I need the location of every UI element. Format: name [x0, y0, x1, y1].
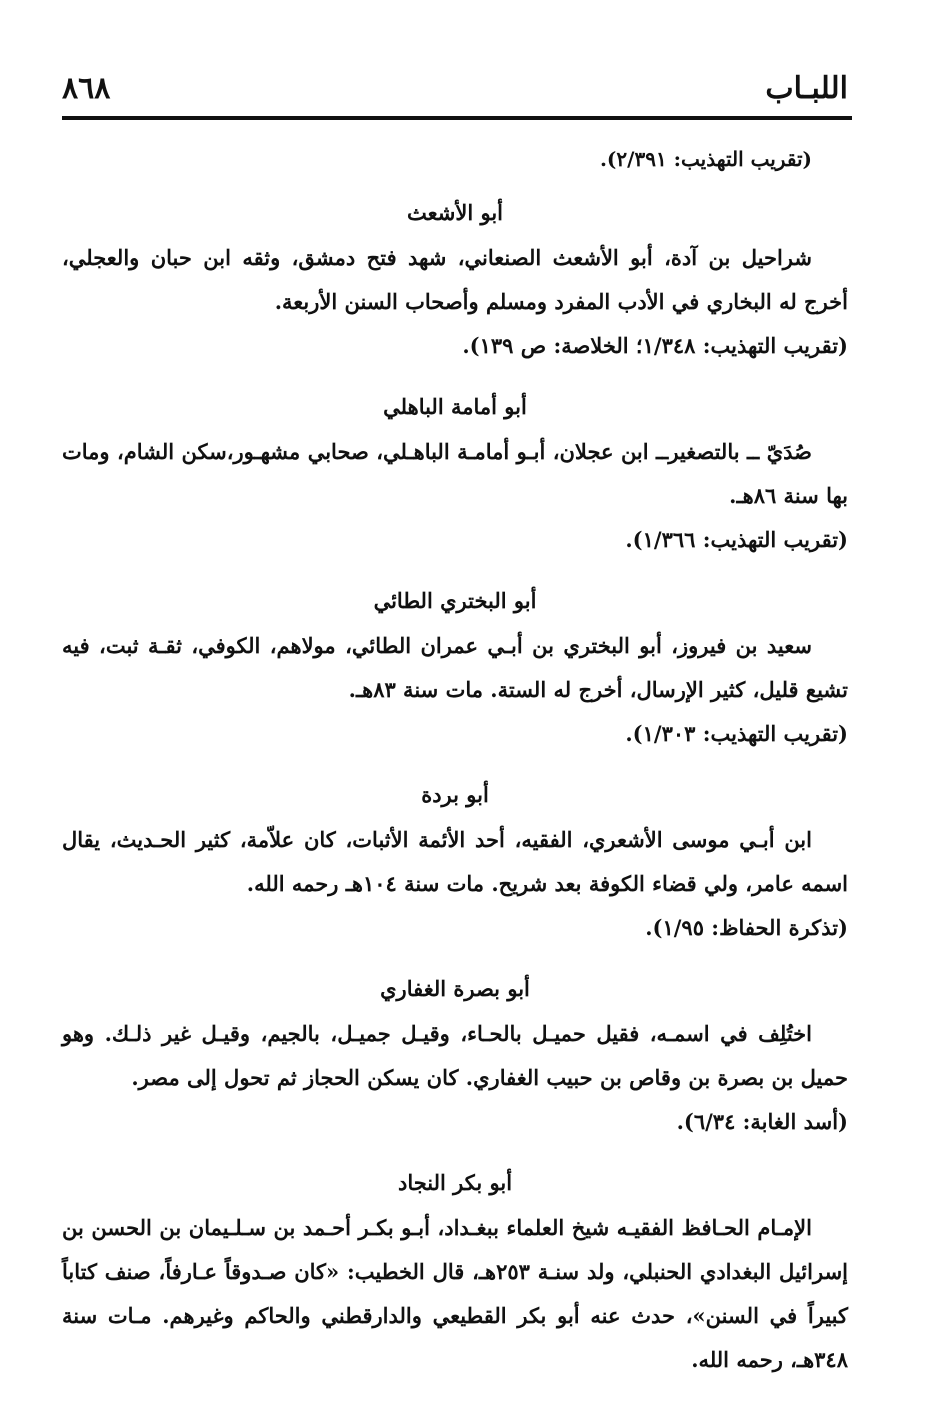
page-number: ٨٦٨ [62, 70, 111, 106]
entry-title: أبو الأشعث [407, 200, 503, 225]
entry-reference: (تقريب التهذيب: ١/٣٠٣). [625, 721, 848, 746]
entry [62, 974, 848, 1144]
entry-body: صُدَيّ ــ بالتصغيرــ ابن عجلان، أبـو أمامـة الباهـلي، صحابي مشهـور،سكن الشام، ومات بها سنة ٨٦هـ. [62, 439, 848, 508]
entry-body: ابن أبـي موسى الأشعري، الفقيه، أحد الأئمة الأثبات، كان علاّمة، كثير الحـديث، يقال اسمه عامر، ولي قضاء الكوفة بعد شريح. مات سنة ١٠٤هـ رحمه الله. [62, 827, 848, 896]
page-header [62, 66, 848, 110]
entry-body: سعيد بن فيروز، أبو البختري بن أبـي عمران الطائي، مولاهم، الكوفي، ثقـة ثبت، فيه تشيع قليل، كثير الإرسال، أخرج له الستة. مات سنة ٨٣هـ. [62, 633, 848, 702]
entry-reference: (تقريب التهذيب: ١/٣٤٨؛ الخلاصة: ص ١٣٩). [462, 333, 848, 358]
header-rule [62, 116, 852, 120]
entry-body: الإمـام الحـافظ الفقيـه شيخ العلماء ببغـداد، أبـو بكـر أحـمد بن سـلـيمان بن الحسن بن إسرائيل البغدادي الحنبلي، ولد سنـة ٢٥٣هـ، قال الخطيب: «كان صـدوقاً عـارفاً، صنف كتاباً كبيراً في السنن»، حدث عنه أبو بكر القطيعي والدارقطني والحاكم وغيرهم. مـات سنة ٣٤٨هـ، رحمه الله. [62, 1215, 848, 1372]
entry-reference: (تقريب التهذيب: ١/٣٦٦). [625, 527, 848, 552]
entry-reference: (أسد الغابة: ٦/٣٤). [676, 1109, 848, 1134]
entry [62, 780, 848, 950]
entry [62, 1168, 848, 1382]
entry-title: أبو بكر النجاد [397, 1170, 513, 1195]
entry-title: أبو أمامة الباهلي [383, 394, 527, 419]
entry-body: اختُلِف في اسمـه، فقيل حميـل بالحـاء، وقيـل جميـل، بالجيم، وقيـل غير ذلـك. وهو حميل بن بصرة بن وقاص بن حبيب الغفاري. كان يسكن الحجاز ثم تحول إلى مصر. [62, 1021, 848, 1090]
entry-body: شراحيل بن آدة، أبو الأشعث الصنعاني، شهد فتح دمشق، وثقه ابن حبان والعجلي، أخرج له البخاري في الأدب المفرد ومسلم وأصحاب السنن الأربعة. [62, 245, 848, 314]
page-content [62, 136, 848, 1382]
entry [62, 198, 848, 368]
entry-title: أبو البختري الطائي [373, 588, 537, 613]
entry [62, 392, 848, 562]
book-title: اللبـاب [765, 70, 848, 106]
entry [62, 586, 848, 756]
entry-title: أبو بردة [421, 782, 489, 807]
entry-reference: (تذكرة الحفاظ: ١/٩٥). [645, 915, 848, 940]
top-reference: (تقريب التهذيب: ٢/٣٩١). [599, 147, 812, 171]
entry-title: أبو بصرة الغفاري [380, 976, 530, 1001]
